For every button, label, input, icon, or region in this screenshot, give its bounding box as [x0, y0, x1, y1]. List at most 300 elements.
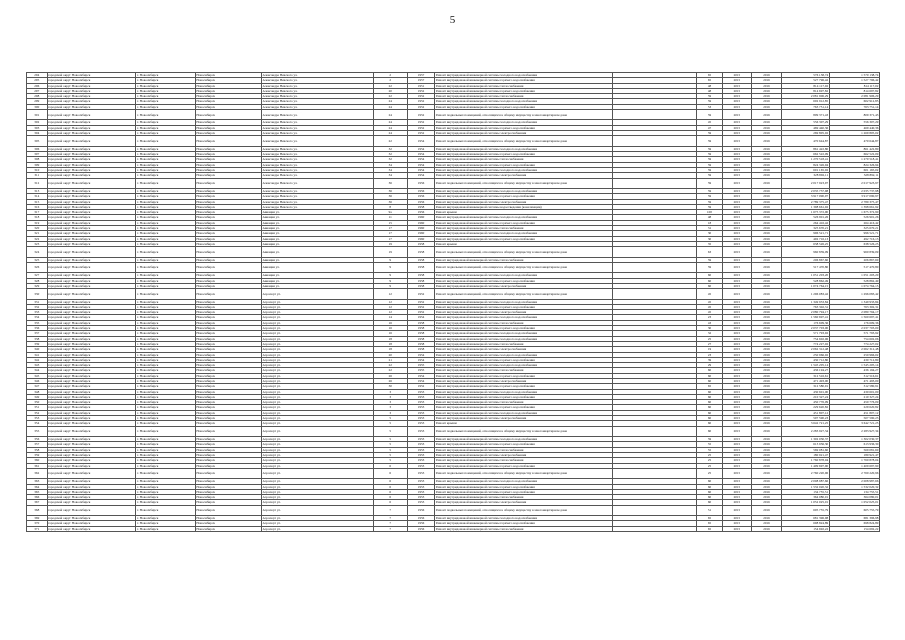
build-year-cell: 1953: [407, 410, 434, 415]
row-number-cell: 352: [27, 410, 48, 415]
house-number-cell: 9: [373, 278, 407, 283]
cost-cell: 2 080 794,17: [781, 310, 829, 315]
municipality-cell: городской округ Новосибирск: [47, 516, 136, 521]
plan-year-end-cell: 2016: [752, 231, 782, 236]
house-number-cell: 16: [373, 326, 407, 331]
cost-cell: 613 936,30: [781, 442, 829, 447]
build-year-cell: 1953: [407, 442, 434, 447]
house-number-cell: 36: [373, 188, 407, 193]
street-cell: Александра Невского ул.: [261, 78, 373, 83]
street-cell: Аэропорт ул.: [261, 389, 373, 394]
cost-cell: 528 862,49: [781, 278, 829, 283]
plan-year-start-cell: 2015: [722, 104, 752, 109]
cost-cell: 180 921,47: [781, 452, 829, 457]
cost-cell: 2 081 906,29: [781, 94, 829, 99]
street-cell: Александра Невского ул.: [261, 157, 373, 162]
work-type-cell: Ремонт внутридомовой инженерной системы горячего водоснабжения: [435, 278, 613, 283]
total-cost-cell: 1 532 020,32: [829, 484, 879, 489]
build-year-cell: 1958: [407, 347, 434, 352]
street-cell: Аэропорт ул.: [261, 526, 373, 531]
total-cost-cell: 430 601,00: [829, 389, 879, 394]
plan-year-start-cell: 2015: [722, 247, 752, 257]
wear-percent-cell: 59: [697, 262, 722, 272]
cost-cell: 576 138,74: [781, 73, 829, 78]
cost-cell: 312 580,91: [781, 384, 829, 389]
plan-year-end-cell: 2016: [752, 273, 782, 278]
wear-percent-cell: 60: [697, 283, 722, 288]
cost-cell: 430 601,00: [781, 389, 829, 394]
city-cell: Новосибирск: [195, 241, 261, 246]
build-year-cell: 1958: [407, 278, 434, 283]
house-number-cell: 17: [373, 231, 407, 236]
build-year-cell: 1953: [407, 500, 434, 505]
table-row: [27, 136, 880, 146]
plan-year-end-cell: 2016: [752, 315, 782, 320]
house-number-cell: 32: [373, 152, 407, 157]
wear-percent-cell: 60: [697, 484, 722, 489]
city-cell: Новосибирск: [195, 152, 261, 157]
cost-cell: 763 751,14: [781, 104, 829, 109]
row-number-cell: 316: [27, 204, 48, 209]
municipality-cell: городской округ Новосибирск: [47, 173, 136, 178]
total-cost-cell: 638 526,25: [829, 241, 879, 246]
row-number-cell: 315: [27, 199, 48, 204]
wear-percent-cell: 59: [697, 157, 722, 162]
build-year-cell: 1953: [407, 400, 434, 405]
table-row: [27, 468, 880, 478]
wear-percent-cell: 25: [697, 463, 722, 468]
street-cell: Аэропорт ул.: [261, 479, 373, 484]
work-type-cell: Ремонт внутридомовой инженерной системы холодного водоснабжения: [435, 479, 613, 484]
plan-year-start-cell: 2015: [722, 437, 752, 442]
plan-year-end-cell: 2016: [752, 226, 782, 231]
settlement-cell: г. Новосибирск: [136, 447, 195, 452]
build-year-cell: 1958: [407, 283, 434, 288]
house-number-cell: 15: [373, 220, 407, 225]
house-number-cell: 22: [373, 94, 407, 99]
plan-year-start-cell: 2015: [722, 289, 752, 299]
city-cell: Новосибирск: [195, 484, 261, 489]
plan-year-end-cell: 2016: [752, 94, 782, 99]
note-cell: [613, 468, 697, 478]
total-cost-cell: 134 755,51: [829, 489, 879, 494]
municipality-cell: городской округ Новосибирск: [47, 437, 136, 442]
municipality-cell: городской округ Новосибирск: [47, 273, 136, 278]
build-year-cell: 1955: [407, 363, 434, 368]
work-type-cell: Ремонт внутридомовой инженерной системы холодного водоснабжения: [435, 363, 613, 368]
plan-year-end-cell: 2016: [752, 99, 782, 104]
street-cell: Александра Невского ул.: [261, 204, 373, 209]
settlement-cell: г. Новосибирск: [136, 336, 195, 341]
municipality-cell: городской округ Новосибирск: [47, 125, 136, 130]
wear-percent-cell: 53: [697, 104, 722, 109]
row-number-cell: 299: [27, 99, 48, 104]
cost-cell: 154 692,22: [781, 526, 829, 531]
city-cell: Новосибирск: [195, 368, 261, 373]
cost-cell: 1 051 203,20: [781, 273, 829, 278]
wear-percent-cell: 29: [697, 363, 722, 368]
street-cell: Александра Невского ул.: [261, 99, 373, 104]
work-type-cell: Ремонт внутридомовой инженерной системы электроснабжения: [435, 452, 613, 457]
wear-percent-cell: 45: [697, 289, 722, 299]
street-cell: Александра Невского ул.: [261, 167, 373, 172]
row-number-cell: 317: [27, 210, 48, 215]
row-number-cell: 306: [27, 146, 48, 151]
work-type-cell: Ремонт внутридомовой инженерной системы холодного водоснабжения: [435, 299, 613, 304]
wear-percent-cell: 60: [697, 416, 722, 421]
plan-year-end-cell: 2016: [752, 299, 782, 304]
plan-year-start-cell: 2015: [722, 194, 752, 199]
work-type-cell: Ремонт внутридомовой инженерной системы водоотведения (канализации): [435, 204, 613, 209]
street-cell: Аэропорт ул.: [261, 315, 373, 320]
house-number-cell: 26: [373, 379, 407, 384]
city-cell: Новосибирск: [195, 73, 261, 78]
plan-year-start-cell: 2015: [722, 231, 752, 236]
plan-year-start-cell: 2015: [722, 452, 752, 457]
settlement-cell: г. Новосибирск: [136, 347, 195, 352]
row-number-cell: 356: [27, 437, 48, 442]
row-number-cell: 302: [27, 120, 48, 125]
total-cost-cell: 681 396,98: [829, 516, 879, 521]
plan-year-end-cell: 2016: [752, 136, 782, 146]
cost-cell: 3 642 721,25: [781, 421, 829, 426]
municipality-cell: городской округ Новосибирск: [47, 157, 136, 162]
wear-percent-cell: 59: [697, 162, 722, 167]
municipality-cell: городской округ Новосибирск: [47, 410, 136, 415]
settlement-cell: г. Новосибирск: [136, 452, 195, 457]
city-cell: Новосибирск: [195, 273, 261, 278]
house-number-cell: 5: [373, 437, 407, 442]
city-cell: Новосибирск: [195, 379, 261, 384]
build-year-cell: 1958: [407, 331, 434, 336]
settlement-cell: г. Новосибирск: [136, 162, 195, 167]
municipality-cell: городской округ Новосибирск: [47, 400, 136, 405]
settlement-cell: г. Новосибирск: [136, 104, 195, 109]
work-type-cell: Ремонт внутридомовой инженерной системы теплоснабжения: [435, 94, 613, 99]
total-cost-cell: 469 440,36: [829, 125, 879, 130]
plan-year-end-cell: 2016: [752, 389, 782, 394]
city-cell: Новосибирск: [195, 331, 261, 336]
total-cost-cell: 2 017 923,97: [829, 178, 879, 188]
city-cell: Новосибирск: [195, 347, 261, 352]
wear-percent-cell: 51: [697, 505, 722, 515]
wear-percent-cell: 60: [697, 421, 722, 426]
house-number-cell: 6: [373, 489, 407, 494]
wear-percent-cell: 25: [697, 336, 722, 341]
total-cost-cell: 492 716,13: [829, 236, 879, 241]
city-cell: Новосибирск: [195, 162, 261, 167]
municipality-cell: городской округ Новосибирск: [47, 479, 136, 484]
note-cell: [613, 178, 697, 188]
work-type-cell: Ремонт внутридомовой инженерной системы теплоснабжения: [435, 320, 613, 325]
house-number-cell: 26: [373, 373, 407, 378]
street-cell: Аэропорт ул.: [261, 304, 373, 309]
street-cell: Аэропорт ул.: [261, 495, 373, 500]
wear-percent-cell: 31: [697, 226, 722, 231]
work-type-cell: Ремонт подвальных помещений, относящихся к общему имуществу в многоквартирном доме: [435, 468, 613, 478]
cost-cell: 960 839,09: [781, 247, 829, 257]
municipality-cell: городской округ Новосибирск: [47, 368, 136, 373]
settlement-cell: г. Новосибирск: [136, 416, 195, 421]
work-type-cell: Ремонт внутридомовой инженерной системы горячего водоснабжения: [435, 384, 613, 389]
plan-year-start-cell: 2015: [722, 363, 752, 368]
total-cost-cell: 824 326,94: [829, 162, 879, 167]
work-type-cell: Ремонт внутридомовой инженерной системы горячего водоснабжения: [435, 489, 613, 494]
build-year-cell: 1953: [407, 463, 434, 468]
build-year-cell: 1951: [407, 83, 434, 88]
plan-year-start-cell: 2015: [722, 341, 752, 346]
work-type-cell: Ремонт внутридомовой инженерной системы холодного водоснабжения: [435, 437, 613, 442]
plan-year-start-cell: 2015: [722, 373, 752, 378]
plan-year-end-cell: 2016: [752, 526, 782, 531]
total-cost-cell: 613 936,30: [829, 442, 879, 447]
plan-year-start-cell: 2015: [722, 83, 752, 88]
plan-year-start-cell: 2015: [722, 394, 752, 399]
plan-year-end-cell: 2016: [752, 310, 782, 315]
house-number-cell: 6: [373, 479, 407, 484]
street-cell: Аэропорт ул.: [261, 410, 373, 415]
row-number-cell: 321: [27, 231, 48, 236]
build-year-cell: 1952: [407, 289, 434, 299]
plan-year-start-cell: 2015: [722, 505, 752, 515]
street-cell: Аэропорт ул.: [261, 416, 373, 421]
street-cell: Аэропорт ул.: [261, 405, 373, 410]
plan-year-end-cell: 2016: [752, 384, 782, 389]
wear-percent-cell: 59: [697, 173, 722, 178]
municipality-cell: городской округ Новосибирск: [47, 447, 136, 452]
plan-year-end-cell: 2016: [752, 368, 782, 373]
cost-cell: 325 670,21: [781, 226, 829, 231]
table-row: [27, 247, 880, 257]
page-number: 5: [449, 14, 456, 26]
wear-percent-cell: 60: [697, 410, 722, 415]
total-cost-cell: 206 867,60: [829, 257, 879, 262]
wear-percent-cell: 59: [697, 136, 722, 146]
wear-percent-cell: 55: [697, 442, 722, 447]
row-number-cell: 294: [27, 73, 48, 78]
street-cell: Александра Невского ул.: [261, 94, 373, 99]
plan-year-end-cell: 2016: [752, 215, 782, 220]
plan-year-start-cell: 2015: [722, 257, 752, 262]
city-cell: Новосибирск: [195, 394, 261, 399]
cost-cell: 1 296 083,42: [781, 289, 829, 299]
build-year-cell: 1957: [407, 73, 434, 78]
build-year-cell: 1956: [407, 526, 434, 531]
wear-percent-cell: 60: [697, 405, 722, 410]
city-cell: Новосибирск: [195, 99, 261, 104]
house-number-cell: 24: [373, 110, 407, 120]
total-cost-cell: 814 117,02: [829, 83, 879, 88]
house-number-cell: 6: [373, 495, 407, 500]
street-cell: Аэропорт ул.: [261, 468, 373, 478]
house-number-cell: 5: [373, 421, 407, 426]
work-type-cell: Ремонт крыши: [435, 421, 613, 426]
wear-percent-cell: 60: [697, 273, 722, 278]
cost-cell: 269 805,02: [781, 131, 829, 136]
settlement-cell: г. Новосибирск: [136, 83, 195, 88]
cost-cell: 681 396,98: [781, 516, 829, 521]
plan-year-start-cell: 2015: [722, 368, 752, 373]
settlement-cell: г. Новосибирск: [136, 400, 195, 405]
street-cell: Аэропорт ул.: [261, 437, 373, 442]
wear-percent-cell: 60: [697, 495, 722, 500]
plan-year-start-cell: 2015: [722, 379, 752, 384]
total-cost-cell: 1 760 878,04: [829, 458, 879, 463]
total-cost-cell: 364 080,01: [829, 495, 879, 500]
row-number-cell: 360: [27, 458, 48, 463]
plan-year-end-cell: 2016: [752, 167, 782, 172]
city-cell: Новосибирск: [195, 442, 261, 447]
plan-year-start-cell: 2015: [722, 262, 752, 272]
note-cell: [613, 262, 697, 272]
total-cost-cell: 662 522,09: [829, 152, 879, 157]
row-number-cell: 334: [27, 315, 48, 320]
city-cell: Новосибирск: [195, 94, 261, 99]
city-cell: Новосибирск: [195, 188, 261, 193]
row-number-cell: 354: [27, 421, 48, 426]
row-number-cell: 340: [27, 347, 48, 352]
plan-year-start-cell: 2015: [722, 442, 752, 447]
build-year-cell: 1956: [407, 178, 434, 188]
settlement-cell: г. Новосибирск: [136, 379, 195, 384]
row-number-cell: 362: [27, 468, 48, 478]
build-year-cell: 1953: [407, 447, 434, 452]
street-cell: Авиации ул.: [261, 241, 373, 246]
city-cell: Новосибирск: [195, 495, 261, 500]
work-type-cell: Ремонт подвальных помещений, относящихся к общему имуществу в многоквартирном доме: [435, 110, 613, 120]
cost-cell: 451 807,12: [781, 410, 829, 415]
cost-cell: 662 522,09: [781, 152, 829, 157]
city-cell: Новосибирск: [195, 167, 261, 172]
row-number-cell: 336: [27, 326, 48, 331]
row-number-cell: 314: [27, 194, 48, 199]
cost-cell: 436 194,27: [781, 368, 829, 373]
row-number-cell: 326: [27, 262, 48, 272]
row-number-cell: 296: [27, 83, 48, 88]
wear-percent-cell: 25: [697, 458, 722, 463]
city-cell: Новосибирск: [195, 299, 261, 304]
work-type-cell: Ремонт внутридомовой инженерной системы горячего водоснабжения: [435, 304, 613, 309]
plan-year-end-cell: 2016: [752, 247, 782, 257]
plan-year-start-cell: 2015: [722, 326, 752, 331]
total-cost-cell: 1 051 203,20: [829, 273, 879, 278]
build-year-cell: 1953: [407, 479, 434, 484]
plan-year-start-cell: 2015: [722, 157, 752, 162]
city-cell: Новосибирск: [195, 421, 261, 426]
wear-percent-cell: 59: [697, 131, 722, 136]
street-cell: Аэропорт ул.: [261, 357, 373, 362]
street-cell: Аэропорт ул.: [261, 347, 373, 352]
street-cell: Аэропорт ул.: [261, 299, 373, 304]
row-number-cell: 328: [27, 278, 48, 283]
house-number-cell: 16: [373, 320, 407, 325]
cost-cell: 526 901,26: [781, 215, 829, 220]
work-type-cell: Ремонт внутридомовой инженерной системы холодного водоснабжения: [435, 331, 613, 336]
work-type-cell: Ремонт внутридомовой инженерной системы горячего водоснабжения: [435, 194, 613, 199]
cost-cell: 1 349 933,84: [781, 299, 829, 304]
municipality-cell: городской округ Новосибирск: [47, 247, 136, 257]
total-cost-cell: 1 675 372,90: [829, 210, 879, 215]
cost-cell: 312 516,61: [781, 373, 829, 378]
plan-year-end-cell: 2016: [752, 479, 782, 484]
work-type-cell: Ремонт внутридомовой инженерной системы холодного водоснабжения: [435, 273, 613, 278]
row-number-cell: 295: [27, 78, 48, 83]
build-year-cell: 1958: [407, 262, 434, 272]
wear-percent-cell: 18: [697, 220, 722, 225]
municipality-cell: городской округ Новосибирск: [47, 304, 136, 309]
total-cost-cell: 2 283 927,34: [829, 426, 879, 436]
plan-year-start-cell: 2015: [722, 167, 752, 172]
total-cost-cell: 556 307,29: [829, 120, 879, 125]
municipality-cell: городской округ Новосибирск: [47, 357, 136, 362]
settlement-cell: г. Новосибирск: [136, 247, 195, 257]
row-number-cell: 346: [27, 379, 48, 384]
wear-percent-cell: 65: [697, 526, 722, 531]
total-cost-cell: 3 642 721,25: [829, 421, 879, 426]
plan-year-start-cell: 2015: [722, 236, 752, 241]
municipality-cell: городской округ Новосибирск: [47, 405, 136, 410]
settlement-cell: г. Новосибирск: [136, 210, 195, 215]
cost-cell: 430 712,80: [781, 357, 829, 362]
cost-cell: 814 117,02: [781, 83, 829, 88]
house-number-cell: 22: [373, 83, 407, 88]
plan-year-end-cell: 2016: [752, 304, 782, 309]
cost-cell: 556 307,29: [781, 120, 829, 125]
row-number-cell: 350: [27, 400, 48, 405]
total-cost-cell: 569 081,60: [829, 447, 879, 452]
wear-percent-cell: 60: [697, 426, 722, 436]
municipality-cell: городской округ Новосибирск: [47, 299, 136, 304]
municipality-cell: городской округ Новосибирск: [47, 310, 136, 315]
street-cell: Александра Невского ул.: [261, 125, 373, 130]
house-number-cell: 16: [373, 331, 407, 336]
build-year-cell: 1956: [407, 188, 434, 193]
total-cost-cell: 526 901,26: [829, 215, 879, 220]
wear-percent-cell: 65: [697, 73, 722, 78]
house-number-cell: 2: [373, 73, 407, 78]
plan-year-start-cell: 2015: [722, 110, 752, 120]
street-cell: Аэропорт ул.: [261, 352, 373, 357]
street-cell: Аэропорт ул.: [261, 373, 373, 378]
row-number-cell: 305: [27, 136, 48, 146]
settlement-cell: г. Новосибирск: [136, 405, 195, 410]
plan-year-end-cell: 2016: [752, 157, 782, 162]
house-number-cell: 5: [373, 416, 407, 421]
municipality-cell: городской округ Новосибирск: [47, 283, 136, 288]
plan-year-end-cell: 2016: [752, 495, 782, 500]
wear-percent-cell: 59: [697, 178, 722, 188]
total-cost-cell: 430 712,80: [829, 357, 879, 362]
work-type-cell: Ремонт подвальных помещений, относящихся к общему имуществу в многоквартирном доме: [435, 178, 613, 188]
register-rows: [27, 73, 880, 532]
street-cell: Александра Невского ул.: [261, 104, 373, 109]
work-type-cell: Ремонт внутридомовой инженерной системы теплоснабжения: [435, 341, 613, 346]
plan-year-start-cell: 2015: [722, 410, 752, 415]
plan-year-end-cell: 2016: [752, 78, 782, 83]
city-cell: Новосибирск: [195, 120, 261, 125]
build-year-cell: 1953: [407, 484, 434, 489]
city-cell: Новосибирск: [195, 400, 261, 405]
plan-year-end-cell: 2016: [752, 120, 782, 125]
plan-year-start-cell: 2015: [722, 479, 752, 484]
street-cell: Аэропорт ул.: [261, 320, 373, 325]
street-cell: Александра Невского ул.: [261, 136, 373, 146]
house-number-cell: 3: [373, 405, 407, 410]
plan-year-end-cell: 2016: [752, 516, 782, 521]
house-number-cell: 5: [373, 426, 407, 436]
cost-cell: 2 789 375,47: [781, 199, 829, 204]
settlement-cell: г. Новосибирск: [136, 320, 195, 325]
